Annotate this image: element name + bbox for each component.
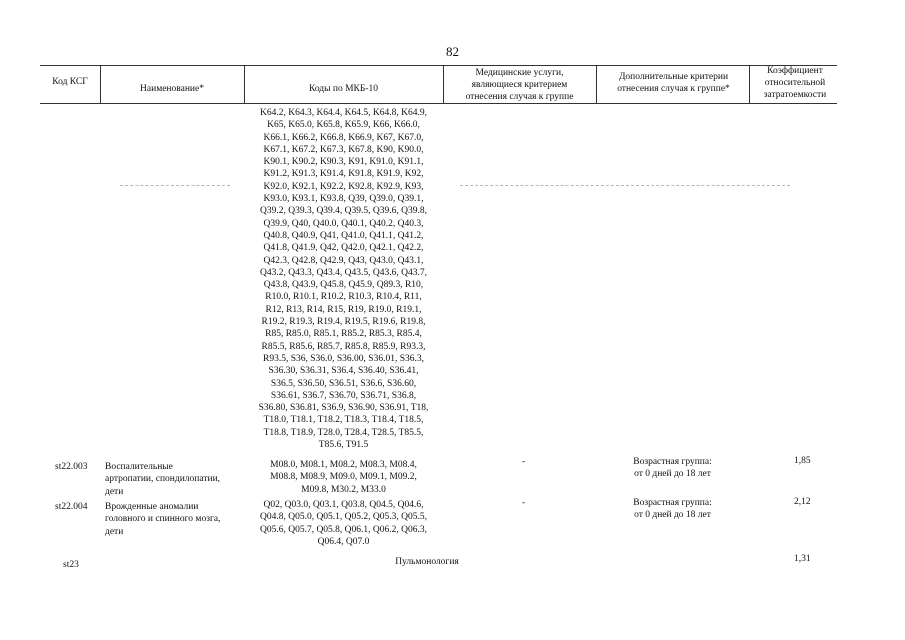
header-coefficient: Коэффициент относительной затратоемкости [763,66,827,100]
code-line: Q05.6, Q05.7, Q05.8, Q06.1, Q06.2, Q06.3, [259,524,428,535]
code-line: R10.0, R10.1, R10.2, R10.3, R10.4, R11, [265,292,422,303]
code-line: T18.0, T18.1, T18.2, T18.3, T18.4, T18.5, [263,415,424,426]
section-coefficient: 1,31 [794,554,811,564]
code-line: K90.1, K90.2, K90.3, K91, K91.0, K91.1, [263,157,424,168]
code-line: Q43.2, Q43.3, Q43.4, Q43.5, Q43.6, Q43.7, [259,267,428,278]
row-services: - [522,457,526,467]
row-name [105,501,245,538]
scan-artifact [120,185,230,187]
header-services: Медицинские услуги, являющиеся критерием отнесения случая к группе [465,68,574,102]
code-line: Q06.4, Q07.0 [317,536,370,547]
header-icd: Коды по МКБ-10 [308,84,379,94]
code-line: R12, R13, R14, R15, R19, R19.0, R19.1, [265,304,422,315]
criteria-line: Возрастная группа: [633,457,712,467]
code-line: T85.6, T91.5 [318,440,369,451]
code-line: R19.2, R19.3, R19.4, R19.5, R19.6, R19.8, [261,317,426,328]
name-line: Воспалительные [105,462,173,472]
criteria-line: от 0 дней до 18 лет [634,469,711,480]
code-line: K66.1, K66.2, K66.8, K66.9, K67, K67.0, [263,132,424,143]
continuation-codes [244,107,443,451]
code-line: K67.1, K67.2, K67.3, K67.8, K90, K90.0, [263,144,424,155]
code-line: K64.2, K64.3, K64.4, K64.5, K64.8, K64.9, [259,108,428,118]
code-line: Q43.8, Q43.9, Q45.8, Q45.9, Q89.3, R10, [263,280,424,291]
code-line: R85, R85.0, R85.1, R85.2, R85.3, R85.4, [265,329,422,340]
code-line: Q41.8, Q41.9, Q42, Q42.0, Q42.1, Q42.2, [263,243,424,254]
name-line: Врожденные аномалии [105,502,199,512]
code-line: S36.5, S36.50, S36.51, S36.6, S36.60, [270,378,417,389]
name-line: дети [105,486,124,497]
code-line: M08.0, M08.1, M08.2, M08.3, M08.4, [270,460,417,470]
code-line: Q42.3, Q42.8, Q42.9, Q43, Q43.0, Q43.1, [263,255,424,266]
section-title: Пульмонология [395,557,459,567]
col-divider [443,65,444,103]
code-line: Q39.2, Q39.3, Q39.4, Q39.5, Q39.6, Q39.8, [259,206,428,217]
row-code: st22.003 [55,462,88,472]
row-coefficient: 1,85 [794,456,811,466]
code-line: R93.5, S36, S36.0, S36.00, S36.01, S36.3, [262,353,424,364]
table-top-border [40,65,837,66]
name-line: головного и спинного мозга, [105,514,221,525]
code-line: Q04.8, Q05.0, Q05.1, Q05.2, Q05.3, Q05.5, [259,512,428,523]
code-line: Q40.8, Q40.9, Q41, Q41.0, Q41.1, Q41.2, [263,230,424,241]
code-line: Q39.9, Q40, Q40.0, Q40.1, Q40.2, Q40.3, [263,218,424,229]
row-services: - [522,498,526,508]
row-icd-codes [244,459,443,496]
row-coefficient: 2,12 [794,497,811,507]
code-line: M09.8, M30.2, M33.0 [301,484,386,495]
code-line: R85.5, R85.6, R85.7, R85.8, R85.9, R93.3, [261,341,426,352]
code-line: K91.2, K91.3, K91.4, K91.8, K91.9, K92, [263,169,424,180]
row-name [105,461,245,498]
row-criteria [596,456,749,481]
name-line: дети [105,526,124,537]
row-criteria [596,497,749,522]
code-line: K93.0, K93.1, K93.8, Q39, Q39.0, Q39.1, [263,194,424,205]
code-line: T18.8, T18.9, T28.0, T28.4, T28.5, T85.5, [263,427,424,438]
name-line: артропатии, спондилопатии, [105,474,221,485]
header-name: Наименование* [140,84,204,94]
scan-artifact [460,185,790,187]
code-line: S36.80, S36.81, S36.9, S36.90, S36.91, T18, [258,403,429,414]
code-line: S36.30, S36.31, S36.4, S36.40, S36.41, [268,366,419,377]
code-line: K65, K65.0, K65.8, K65.9, K66, K66.0, [267,120,420,131]
header-bottom-border [40,103,837,104]
code-line: S36.61, S36.7, S36.70, S36.71, S36.8, [270,390,417,401]
page-number: 82 [446,44,459,59]
code-line: M08.8, M08.9, M09.0, M09.1, M09.2, [270,472,417,483]
criteria-line: от 0 дней до 18 лет [634,510,711,521]
col-divider [596,65,597,103]
section-code: st23 [63,560,79,570]
col-divider [749,65,750,103]
criteria-line: Возрастная группа: [633,498,712,508]
header-code: Код КСГ [52,77,88,87]
row-icd-codes [244,499,443,548]
code-line: K92.0, K92.1, K92.2, K92.8, K92.9, K93, [263,181,424,192]
code-line: Q02, Q03.0, Q03.1, Q03.8, Q04.5, Q04.6, [263,500,424,510]
header-criteria: Дополнительные критерии отнесения случая к группе* [617,72,730,94]
row-code: st22.004 [55,502,88,512]
